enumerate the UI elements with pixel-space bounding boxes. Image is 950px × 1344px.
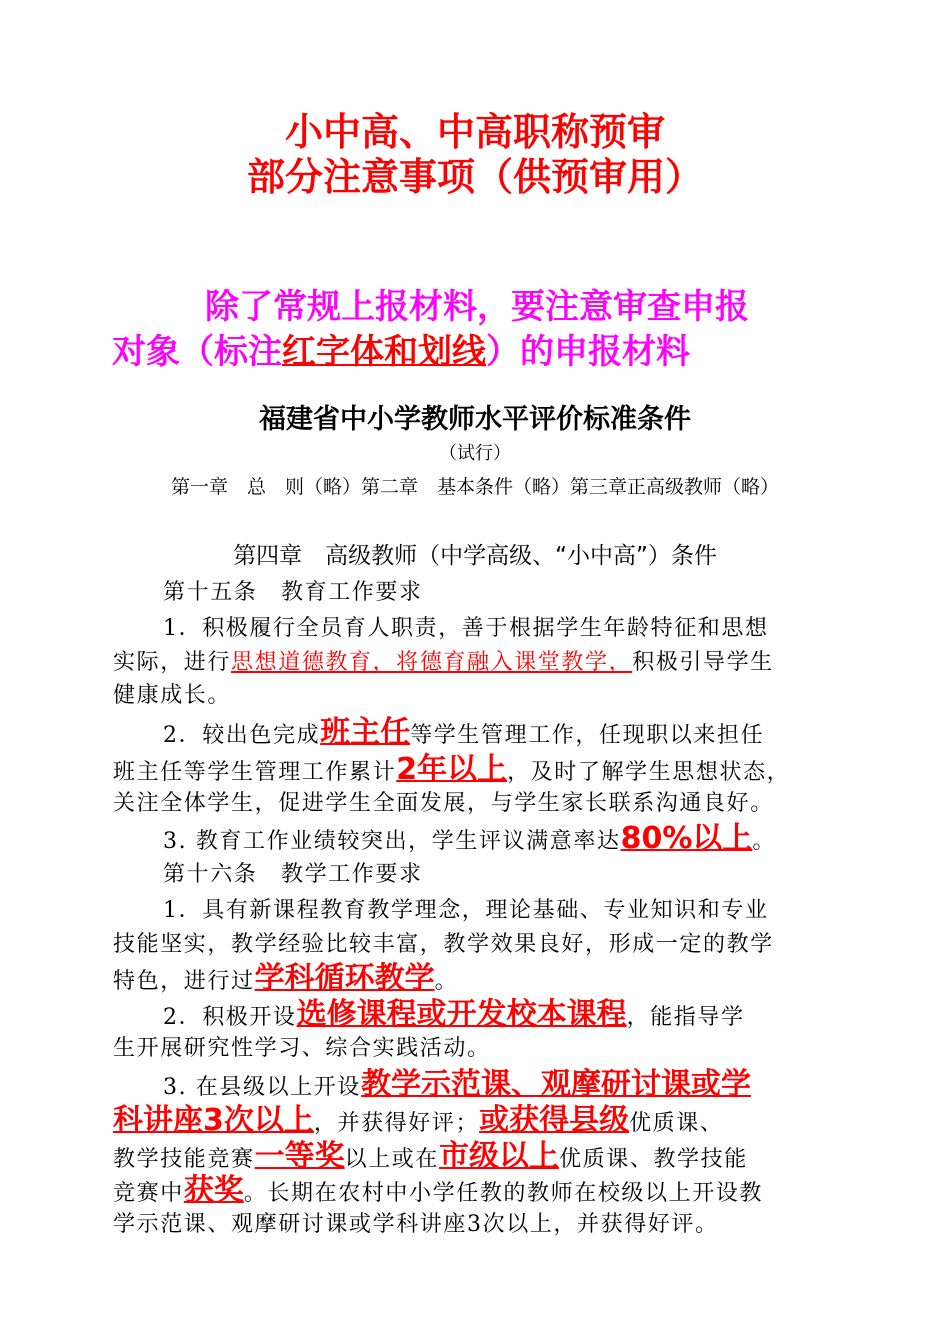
- article-16-heading: 第十六条 教学工作要求: [163, 862, 423, 887]
- text: 教学技能竞赛: [113, 1147, 255, 1172]
- paragraph-line: [163, 822, 843, 856]
- paragraph-line: 技能坚实，教学经验比较丰富，教学效果良好，形成一定的教学: [113, 932, 774, 957]
- paragraph-line: [163, 1068, 843, 1102]
- highlight-text: 或获得县级: [479, 1103, 630, 1138]
- note-text: ）的申报材料: [486, 332, 690, 372]
- main-title-line2: 部分注意事项（供预审用）: [246, 154, 703, 199]
- highlight-text: 2年以上: [396, 752, 508, 787]
- text: 等学生管理工作，任现职以来担任: [410, 723, 765, 748]
- note-text: 对象（标注: [112, 332, 282, 372]
- paragraph-line: 1．具有新课程教育教学理念，理论基础、专业知识和专业: [163, 898, 769, 923]
- highlight-text: 选修课程或开发校本课程: [296, 997, 627, 1032]
- main-title-line1: 小中高、中高职称预审: [284, 109, 665, 154]
- text: 竞赛中: [113, 1181, 184, 1206]
- text: 实际，进行: [113, 650, 232, 675]
- text: 。长期在农村中小学任教的教师在校级以上开设教: [243, 1181, 764, 1206]
- highlight-text: 80%以上: [620, 821, 753, 856]
- highlight-text: 获奖: [183, 1173, 244, 1208]
- note-line2: [112, 330, 690, 374]
- document-subtitle: （试行）: [439, 443, 511, 464]
- document-title: 福建省中小学教师水平评价标准条件: [259, 404, 691, 435]
- text: 优质课、教学技能: [559, 1147, 748, 1172]
- paragraph-line: [113, 962, 843, 996]
- text: 2．较出色完成: [163, 723, 321, 748]
- text: 班主任等学生管理工作累计: [113, 760, 397, 785]
- paragraph-line: [113, 1140, 843, 1174]
- chapter-4-heading: 第四章 高级教师（中学高级、“小中高”）条件: [233, 543, 717, 569]
- paragraph-line: 1．积极履行全员育人职责，善于根据学生年龄特征和思想: [163, 616, 769, 641]
- text: 优质课、: [629, 1111, 724, 1136]
- paragraph-line: 生开展研究性学习、综合实践活动。: [113, 1036, 491, 1061]
- text: 。: [434, 969, 459, 994]
- text: ，能指导学: [626, 1005, 745, 1030]
- chapters-summary: 第一章 总 则（略）第二章 基本条件（略）第三章正高级教师（略）: [170, 476, 779, 498]
- paragraph-line: [113, 646, 843, 680]
- text: ，及时了解学生思想状态，: [507, 760, 791, 785]
- paragraph-line: [113, 1174, 843, 1208]
- highlight-text: 一等奖: [254, 1139, 345, 1174]
- highlight-text: 学科循环教学: [254, 961, 435, 996]
- text: ，并获得好评；: [313, 1111, 480, 1136]
- paragraph-line: [163, 716, 843, 750]
- text: 以上或在: [344, 1147, 440, 1172]
- article-15-heading: 第十五条 教育工作要求: [163, 580, 423, 605]
- note-highlight: 红字体和划线: [282, 332, 486, 372]
- highlight-text: 市级以上: [439, 1139, 560, 1174]
- note-line1: 除了常规上报材料，要注意审查申报: [205, 287, 749, 327]
- paragraph-line: 学示范课、观摩研讨课或学科讲座3次以上，并获得好评。: [113, 1212, 719, 1237]
- paragraph-line: [113, 1104, 843, 1138]
- highlight-text: 科讲座3次以上: [113, 1103, 314, 1138]
- paragraph-line: [113, 753, 843, 787]
- paragraph-line: [163, 998, 843, 1032]
- paragraph-line: 关注全体学生，促进学生全面发展，与学生家长联系沟通良好。: [113, 791, 774, 816]
- highlight-text: 教学示范课、观摩研讨课或学: [360, 1067, 751, 1102]
- highlight-text: 思想道德教育，将德育融入课堂教学，: [231, 650, 633, 675]
- paragraph-line: 健康成长。: [113, 683, 232, 708]
- text: 。: [752, 829, 777, 854]
- text: 特色，进行过: [113, 969, 255, 994]
- text: 3. 教育工作业绩较突出，学生评议满意率达: [163, 829, 621, 854]
- text: 2．积极开设: [163, 1005, 297, 1030]
- text: 积极引导学生: [632, 650, 774, 675]
- highlight-text: 班主任: [320, 715, 411, 750]
- text: 3. 在县级以上开设: [163, 1075, 361, 1100]
